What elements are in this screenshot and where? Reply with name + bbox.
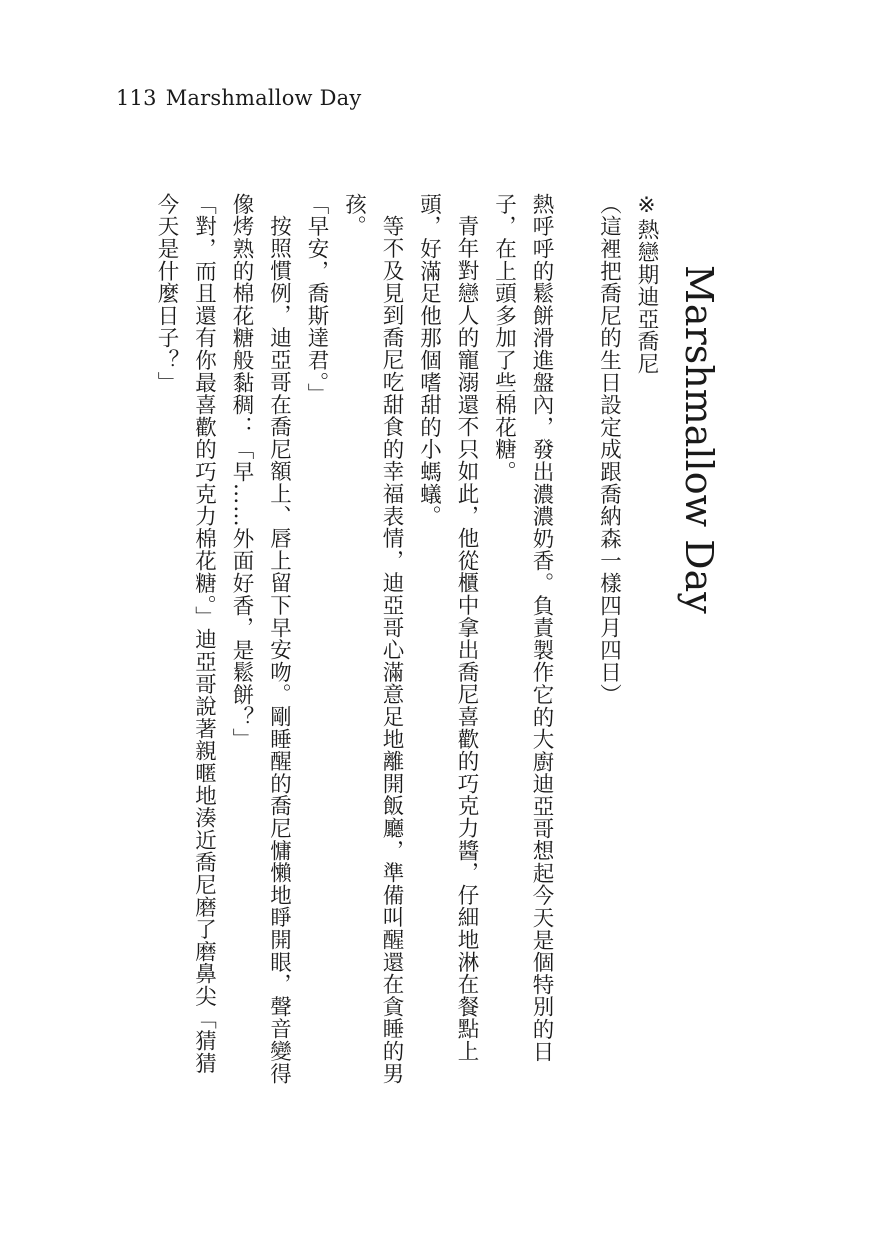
paragraph-5: 按照慣例，迪亞哥在喬尼額上、唇上留下早安吻。剛睡醒的喬尼慵懶地睜開眼，聲音變得像烤熟的棉花糖般黏稠：「早……外面好香，是鬆餅？」 — [229, 193, 292, 1085]
running-header — [116, 86, 361, 110]
paragraph-1: 熱呼呼的鬆餅滑進盤內，發出濃濃奶香。負責製作它的大廚迪亞哥想起今天是個特別的日子，在上頭多加了些棉花糖。 — [491, 193, 554, 1063]
pairing-note: ※熱戀期迪亞喬尼 — [634, 193, 659, 375]
birthday-note: （這裡把喬尼的生日設定成跟喬納森一樣四月四日） — [596, 193, 622, 706]
paragraph-4: 「早安，喬斯達君。」 — [304, 193, 329, 406]
paragraph-2: 青年對戀人的寵溺還不只如此，他從櫃中拿出喬尼喜歡的巧克力醬，仔細地淋在餐點上頭，好滿足他那個嗜甜的小螞蟻。 — [416, 193, 479, 1062]
paragraph-3: 等不及見到喬尼吃甜食的幸福表情，迪亞哥心滿意足地離開飯廳，準備叫醒還在貪睡的男孩。 — [341, 193, 404, 1085]
author-notes — [590, 193, 665, 706]
page-number: 113 — [116, 86, 157, 110]
story-body — [150, 193, 560, 1093]
paragraph-6: 「對，而且還有你最喜歡的巧克力棉花糖。」迪亞哥說著親暱地湊近喬尼磨了磨鼻尖「猜猜今天是什麼日子？」 — [154, 193, 217, 1075]
chapter-title: Marshmallow Day — [677, 265, 721, 614]
running-title: Marshmallow Day — [165, 86, 362, 110]
